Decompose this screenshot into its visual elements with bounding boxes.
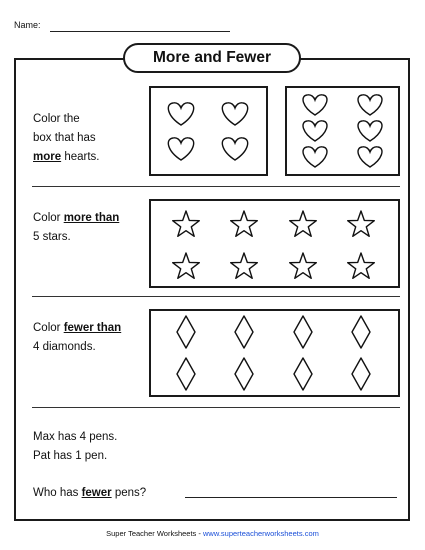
diamond-icon: [294, 358, 312, 390]
q2-instructions: [33, 209, 119, 247]
q4-question-suffix: pens?: [111, 487, 147, 499]
q2-emphasis: more than: [63, 212, 120, 224]
diamond-icon: [235, 316, 253, 348]
heart-icon: [358, 95, 382, 115]
diamond-icon: [294, 316, 312, 348]
footer-separator: -: [196, 529, 203, 538]
q1-line1: Color the: [33, 113, 80, 125]
q1-line3: [33, 148, 99, 167]
star-icon: [348, 253, 375, 278]
q3-line2: 4 diamonds.: [33, 341, 96, 353]
heart-icon: [168, 103, 193, 125]
divider-3: [32, 407, 400, 408]
star-icon: [231, 211, 258, 236]
q3-diamond-box-art: [151, 311, 398, 395]
q1-instructions: [33, 110, 99, 167]
q3-diamond-box[interactable]: [149, 309, 400, 397]
q2-line1: [33, 209, 119, 228]
star-icon: [173, 211, 200, 236]
q3-emphasis: fewer than: [63, 322, 122, 334]
name-answer-line[interactable]: [50, 31, 230, 32]
name-label: Name:: [14, 20, 41, 30]
q1-box-four-hearts-art: [151, 88, 266, 174]
q1-box-six-hearts-art: [287, 88, 398, 174]
heart-icon: [222, 103, 247, 125]
heart-icon: [303, 95, 327, 115]
page-title: More and Fewer: [123, 43, 301, 73]
heart-icon: [303, 121, 327, 141]
diamond-icon: [177, 358, 195, 390]
heart-icon: [303, 147, 327, 167]
star-icon: [290, 211, 317, 236]
q1-line2: box that has: [33, 132, 96, 144]
q1-line3-rest: hearts.: [61, 151, 100, 163]
footer-url[interactable]: www.superteacherworksheets.com: [202, 529, 319, 538]
q3-instructions: [33, 319, 121, 357]
q4-story: [33, 428, 117, 466]
q2-line2: 5 stars.: [33, 231, 71, 243]
diamond-icon: [352, 358, 370, 390]
diamond-icon: [177, 316, 195, 348]
diamond-icon: [352, 316, 370, 348]
q4-question-prefix: Who has: [33, 487, 82, 499]
star-icon: [231, 253, 258, 278]
q3-line1: [33, 319, 121, 338]
q2-star-box-art: [151, 201, 398, 286]
q1-emphasis: more: [33, 151, 62, 163]
divider-2: [32, 296, 400, 297]
heart-icon: [222, 138, 247, 160]
q2-prefix: Color: [33, 212, 64, 224]
star-icon: [348, 211, 375, 236]
star-icon: [173, 253, 200, 278]
q4-line1: Max has 4 pens.: [33, 431, 118, 443]
q1-box-four-hearts[interactable]: [149, 86, 268, 176]
footer-brand: Super Teacher Worksheets: [106, 529, 197, 538]
heart-icon: [168, 138, 193, 160]
diamond-icon: [235, 358, 253, 390]
divider-1: [32, 186, 400, 187]
q4-emphasis: fewer: [81, 487, 112, 499]
q3-prefix: Color: [33, 322, 64, 334]
q2-star-box[interactable]: [149, 199, 400, 288]
footer: [0, 529, 425, 538]
star-icon: [290, 253, 317, 278]
q4-line2: Pat has 1 pen.: [33, 450, 108, 462]
q1-box-six-hearts[interactable]: [285, 86, 400, 176]
q4-question: [33, 484, 146, 503]
heart-icon: [358, 121, 382, 141]
heart-icon: [358, 147, 382, 167]
q4-answer-line[interactable]: [185, 497, 397, 498]
